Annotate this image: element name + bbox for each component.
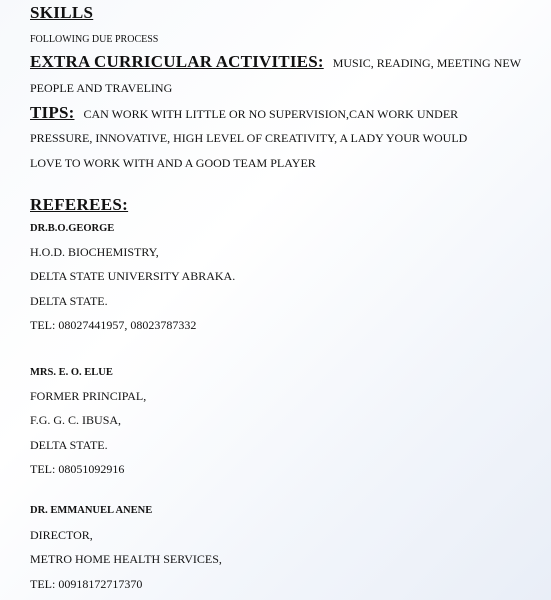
referee-detail: H.O.D. BIOCHEMISTRY, [30,245,159,259]
tips-text-3: LOVE TO WORK WITH AND A GOOD TEAM PLAYER [30,156,316,170]
extra-activities-heading: EXTRA CURRICULAR ACTIVITIES: [30,52,324,71]
referee-phone: TEL: 00918172717370 [30,577,143,591]
extra-activities-text: MUSIC, READING, MEETING NEW [332,56,522,70]
referees-heading: REFEREES: [30,195,129,214]
referee-detail: DIRECTOR, [30,528,93,542]
extra-activities-text-2: PEOPLE AND TRAVELING [30,81,173,95]
tips-text-2: PRESSURE, INNOVATIVE, HIGH LEVEL OF CREATIVITY, A LADY YOUR WOULD [30,131,468,145]
referee-name: DR. EMMANUEL ANENE [30,505,153,516]
tips-line [30,103,458,124]
referee-detail: DELTA STATE UNIVERSITY ABRAKA. [30,269,236,283]
referee-detail: F.G. G. C. IBUSA, [30,413,122,427]
referee-detail: METRO HOME HEALTH SERVICES, [30,552,222,566]
tips-heading: TIPS: [30,103,75,122]
referee-name: DR.B.O.GEORGE [30,223,115,234]
referee-detail: FORMER PRINCIPAL, [30,389,147,403]
referee-phone: TEL: 08027441957, 08023787332 [30,318,197,332]
referee-name: MRS. E. O. ELUE [30,367,113,378]
extra-activities-line [30,52,521,73]
referee-detail: DELTA STATE. [30,294,108,308]
skills-heading: SKILLS [30,3,94,22]
referee-phone: TEL: 08051092916 [30,462,125,476]
tips-text: CAN WORK WITH LITTLE OR NO SUPERVISION,CAN WORK UNDER [83,107,459,121]
referee-detail: DELTA STATE. [30,438,108,452]
skills-text: FOLLOWING DUE PROCESS [30,34,159,45]
